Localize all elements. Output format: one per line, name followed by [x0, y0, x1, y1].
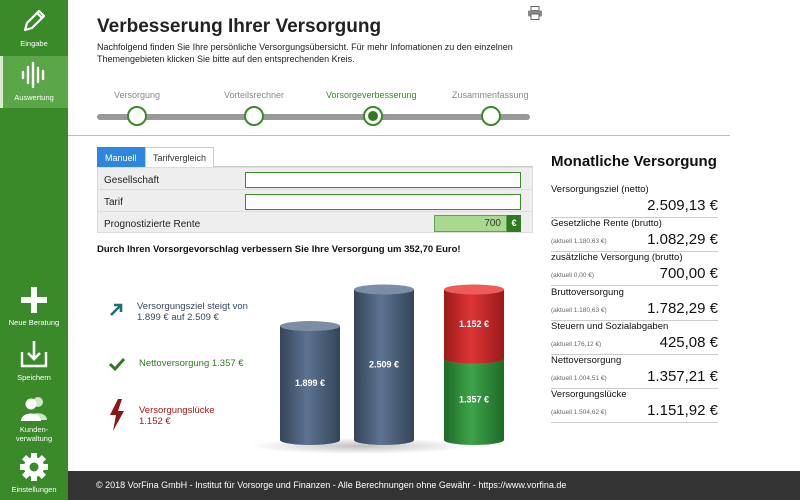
rente-label: Prognostizierte Rente — [104, 219, 201, 230]
step-dot-zusammenfassung[interactable] — [481, 106, 501, 126]
nav-kundenverwaltung[interactable] — [0, 394, 68, 446]
summary-current: (aktuell 1.180,63 €) — [551, 238, 607, 246]
improvement-text: Durch Ihren Vorsorgevorschlag verbessern Sie Ihre Versorgung um 352,70 Euro! — [97, 244, 461, 255]
summary-current: (aktuell 1.180,63 €) — [551, 306, 607, 314]
summary-value: 700,00 € — [659, 265, 718, 283]
nav-speichern-label: Speichern — [17, 373, 51, 382]
euro-unit-button[interactable]: € — [507, 215, 521, 232]
step-label-versorgung: Versorgung — [114, 90, 161, 100]
summary-current: (aktuell 0,00 €) — [551, 272, 594, 280]
legend-luecke — [108, 399, 215, 431]
summary-label: Bruttoversorgung — [551, 286, 624, 298]
legend-ziel-line1: Versorgungsziel steigt von — [137, 301, 248, 312]
summary-row — [551, 321, 718, 353]
summary-value: 1.782,29 € — [647, 299, 718, 317]
summary-separator — [551, 422, 718, 423]
legend-luecke-line2: 1.152 € — [139, 416, 171, 427]
summary-value: 1.082,29 € — [647, 231, 718, 249]
pencil-icon — [19, 6, 49, 36]
summary-label: Steuern und Sozialabgaben — [551, 320, 669, 332]
nav-einstellungen-label: Einstellungen — [11, 485, 57, 494]
save-download-icon — [18, 338, 50, 370]
nav-auswertung-label: Auswertung — [14, 93, 54, 102]
users-icon — [18, 394, 50, 422]
form-row-tarif — [98, 190, 532, 212]
bar-luecke-top — [444, 284, 504, 294]
nav-neue-beratung[interactable] — [0, 285, 68, 331]
summary-value: 2.509,13 € — [647, 197, 718, 214]
summary-value: 1.357,21 € — [647, 368, 718, 385]
legend-netto — [108, 356, 244, 372]
summary-current: (aktuell 176,12 €) — [551, 340, 602, 348]
summary-label: Nettoversorgung — [551, 355, 622, 366]
summary-row — [551, 218, 718, 250]
summary-row — [551, 355, 718, 387]
legend-netto-line1: Nettoversorgung 1.357 € — [139, 358, 244, 369]
arrow-up-right-icon — [108, 301, 124, 317]
sidebar — [0, 0, 68, 500]
form-row-gesellschaft — [98, 168, 532, 190]
summary-label: Versorgungsziel (netto) — [551, 184, 649, 195]
input-form — [97, 167, 533, 233]
right-panel-title: Monatliche Versorgung — [551, 153, 717, 170]
step-label-vorsorgeverbesserung: Vorsorgeverbesserung — [326, 90, 417, 100]
bar-netto-label: 1.357 € — [458, 394, 490, 405]
legend-luecke-line1: Versorgungslücke — [139, 405, 215, 416]
summary-row — [551, 184, 718, 216]
rente-input[interactable]: 700 — [434, 215, 507, 232]
versorgung-chart — [250, 268, 515, 458]
tab-tarifvergleich[interactable]: Tarifvergleich — [145, 147, 214, 167]
summary-row — [551, 287, 718, 319]
tab-manuell[interactable]: Manuell — [97, 147, 145, 167]
nav-auswertung[interactable] — [0, 56, 68, 108]
nav-neue-beratung-label: Neue Beratung — [8, 318, 60, 327]
form-tabs — [97, 147, 533, 167]
step-dot-vorteilsrechner[interactable] — [244, 106, 264, 126]
waveform-icon — [18, 60, 50, 90]
gesellschaft-label: Gesellschaft — [104, 175, 160, 186]
lightning-bolt-icon — [108, 399, 126, 431]
summary-label: Gesetzliche Rente (brutto) — [551, 218, 662, 230]
step-dot-vorsorgeverbesserung[interactable] — [363, 106, 383, 126]
nav-speichern[interactable] — [0, 338, 68, 386]
footer: © 2018 VorFina GmbH - Institut für Vorsorge und Finanzen - Alle Berechnungen ohne Gewähr - https://www.vorfina.de — [68, 471, 800, 500]
nav-eingabe[interactable] — [0, 6, 68, 54]
summary-row — [551, 389, 718, 421]
tarif-input[interactable] — [245, 194, 521, 210]
print-button[interactable] — [527, 6, 543, 25]
legend-ziel-line2: 1.899 € auf 2.509 € — [137, 312, 219, 323]
summary-label: zusätzliche Versorgung (brutto) — [551, 252, 683, 264]
page-intro: Nachfolgend finden Sie Ihre persönliche Versorgungsübersicht. Für mehr Infomationen zu den einzelnen Themengebieten klicken Sie bitte auf den entsprechenden Kreis. — [97, 42, 513, 64]
nav-eingabe-label: Eingabe — [20, 39, 48, 48]
nav-kundenverwaltung-label: Kunden- verwaltung — [15, 425, 53, 443]
page-title: Verbesserung Ihrer Versorgung — [97, 16, 382, 37]
legend-ziel — [108, 301, 248, 323]
summary-row — [551, 252, 718, 284]
summary-value: 425,08 € — [659, 333, 718, 351]
step-dot-versorgung[interactable] — [127, 106, 147, 126]
active-indicator — [0, 56, 3, 108]
nav-einstellungen[interactable] — [0, 452, 68, 500]
bar-ziel-0-label: 1.899 € — [294, 378, 326, 389]
bar-luecke-label: 1.152 € — [458, 319, 490, 330]
divider — [68, 135, 730, 136]
plus-icon — [19, 285, 49, 315]
form-row-rente — [98, 212, 532, 234]
step-label-vorteilsrechner: Vorteilsrechner — [224, 90, 285, 100]
step-label-zusammenfassung: Zusammenfassung — [452, 90, 529, 100]
gesellschaft-input[interactable] — [245, 172, 521, 188]
summary-current: (aktuell 1.504,62 €) — [551, 409, 607, 417]
printer-icon — [527, 6, 543, 20]
bar-ziel-1-top — [354, 284, 414, 294]
summary-current: (aktuell 1.004,51 €) — [551, 375, 607, 382]
step-track — [97, 114, 530, 120]
checkmark-icon — [108, 356, 126, 372]
summary-value: 1.151,92 € — [647, 402, 718, 420]
bar-ziel-1-label: 2.509 € — [368, 359, 400, 370]
gear-icon — [19, 452, 49, 482]
tarif-label: Tarif — [104, 197, 123, 208]
summary-label: Versorgungslücke — [551, 389, 627, 401]
bar-ziel-0-top — [280, 321, 340, 331]
